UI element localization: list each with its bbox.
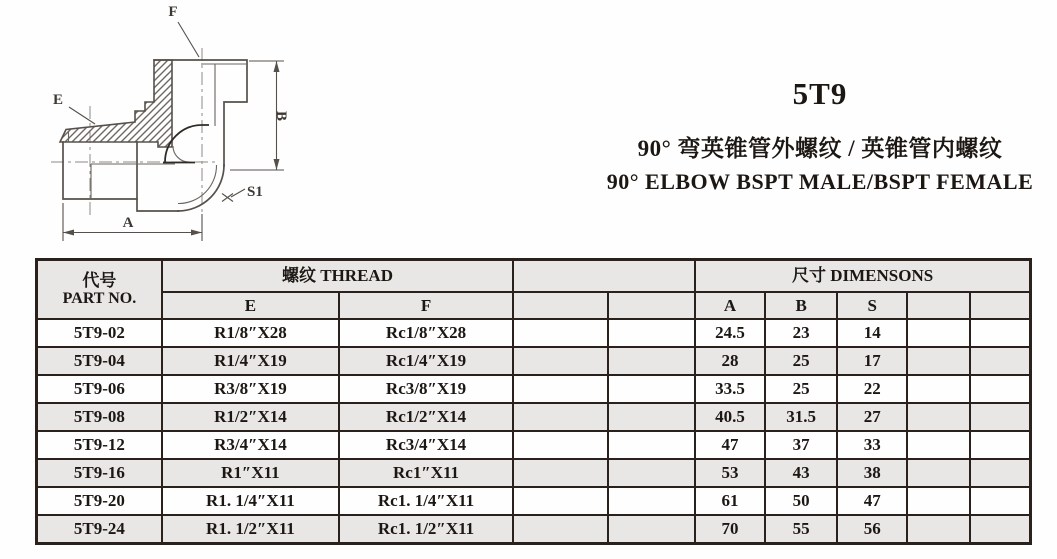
header-col-s: S (837, 292, 907, 319)
header-row-2 (37, 292, 1031, 319)
cell-part_no: 5T9-16 (37, 459, 162, 487)
leader-f (168, 4, 199, 57)
cell-blank2 (608, 459, 696, 487)
cell-s: 22 (837, 375, 907, 403)
cell-e: R1. 1/4″X11 (162, 487, 339, 515)
cell-part_no: 5T9-08 (37, 403, 162, 431)
cell-a: 53 (695, 459, 765, 487)
cell-f: Rc1″X11 (339, 459, 513, 487)
cell-f: Rc1. 1/2″X11 (339, 515, 513, 544)
cell-b: 43 (765, 459, 838, 487)
table-header (37, 260, 1031, 320)
header-col-b: B (765, 292, 838, 319)
cell-s: 14 (837, 319, 907, 347)
cell-blank3 (907, 347, 970, 375)
table-row (37, 431, 1031, 459)
cell-blank2 (608, 403, 696, 431)
header-col-f: F (339, 292, 513, 319)
label-a: A (122, 215, 134, 231)
cell-blank1 (513, 375, 608, 403)
cell-blank3 (907, 375, 970, 403)
label-e: E (52, 92, 64, 108)
cell-s: 27 (837, 403, 907, 431)
header-col-blank2 (608, 292, 696, 319)
cell-blank1 (513, 459, 608, 487)
cell-f: Rc3/4″X14 (339, 431, 513, 459)
cell-blank2 (608, 375, 696, 403)
cell-blank4 (970, 347, 1031, 375)
cell-e: R1″X11 (162, 459, 339, 487)
cell-b: 31.5 (765, 403, 838, 431)
cell-s: 56 (837, 515, 907, 544)
cell-e: R1. 1/2″X11 (162, 515, 339, 544)
cell-blank4 (970, 487, 1031, 515)
header-col-blank3 (907, 292, 970, 319)
header-part-no-en: PART NO. (62, 290, 137, 308)
technical-drawing (25, 0, 360, 255)
table-row (37, 515, 1031, 544)
leader-s1 (222, 184, 263, 202)
product-code: 5T9 (792, 76, 848, 111)
header-col-blank4 (970, 292, 1031, 319)
table-row (37, 403, 1031, 431)
cell-a: 70 (695, 515, 765, 544)
cell-blank1 (513, 487, 608, 515)
cell-part_no: 5T9-20 (37, 487, 162, 515)
cell-blank2 (608, 347, 696, 375)
cell-e: R1/2″X14 (162, 403, 339, 431)
cell-blank4 (970, 375, 1031, 403)
table-row (37, 375, 1031, 403)
cell-e: R1/4″X19 (162, 347, 339, 375)
dimension-a (63, 203, 202, 241)
table-row (37, 319, 1031, 347)
cell-part_no: 5T9-06 (37, 375, 162, 403)
cell-s: 38 (837, 459, 907, 487)
cell-a: 28 (695, 347, 765, 375)
cell-f: Rc1/4″X19 (339, 347, 513, 375)
cell-a: 47 (695, 431, 765, 459)
cell-b: 23 (765, 319, 838, 347)
header-blank-group (513, 260, 695, 293)
cell-blank3 (907, 515, 970, 544)
cell-blank2 (608, 431, 696, 459)
table-body (37, 319, 1031, 544)
cell-a: 61 (695, 487, 765, 515)
table-row (37, 459, 1031, 487)
header-col-a: A (695, 292, 765, 319)
cell-blank1 (513, 515, 608, 544)
dimension-b (230, 61, 289, 170)
cell-blank2 (608, 487, 696, 515)
cell-b: 25 (765, 375, 838, 403)
header-col-e: E (162, 292, 339, 319)
cell-blank1 (513, 403, 608, 431)
cell-a: 33.5 (695, 375, 765, 403)
table-row (37, 347, 1031, 375)
spec-table-wrap (35, 258, 1032, 545)
cell-e: R1/8″X28 (162, 319, 339, 347)
cell-blank2 (608, 319, 696, 347)
cell-a: 40.5 (695, 403, 765, 431)
cell-blank3 (907, 431, 970, 459)
header-row-1 (37, 260, 1031, 293)
cell-blank1 (513, 347, 608, 375)
label-b: B (273, 110, 289, 122)
label-f: F (168, 4, 178, 20)
cell-f: Rc1. 1/4″X11 (339, 487, 513, 515)
cell-f: Rc1/2″X14 (339, 403, 513, 431)
cell-part_no: 5T9-24 (37, 515, 162, 544)
cell-b: 25 (765, 347, 838, 375)
header-col-blank1 (513, 292, 608, 319)
header-thread: 螺纹 THREAD (162, 260, 513, 293)
cell-blank1 (513, 319, 608, 347)
cell-f: Rc1/8″X28 (339, 319, 513, 347)
elbow-fitting-drawing (25, 0, 360, 255)
cell-part_no: 5T9-02 (37, 319, 162, 347)
cell-s: 17 (837, 347, 907, 375)
label-s1: S1 (247, 184, 263, 200)
table-row (37, 487, 1031, 515)
cell-part_no: 5T9-12 (37, 431, 162, 459)
cell-blank4 (970, 403, 1031, 431)
cell-part_no: 5T9-04 (37, 347, 162, 375)
cell-blank2 (608, 515, 696, 544)
cell-b: 37 (765, 431, 838, 459)
product-title-english: 90° ELBOW BSPT MALE/BSPT FEMALE (606, 169, 1034, 194)
cell-b: 50 (765, 487, 838, 515)
cell-s: 47 (837, 487, 907, 515)
cell-f: Rc3/8″X19 (339, 375, 513, 403)
cell-blank3 (907, 487, 970, 515)
cell-blank4 (970, 515, 1031, 544)
cell-blank4 (970, 459, 1031, 487)
cell-blank1 (513, 431, 608, 459)
header-part-no-cn: 代号 (82, 270, 117, 290)
cell-e: R3/8″X19 (162, 375, 339, 403)
cell-blank3 (907, 403, 970, 431)
section-hatch (60, 60, 172, 147)
leader-e (53, 92, 95, 124)
cell-blank4 (970, 431, 1031, 459)
cell-a: 24.5 (695, 319, 765, 347)
spec-table (35, 258, 1032, 545)
cell-s: 33 (837, 431, 907, 459)
header-part-no (37, 260, 162, 320)
product-title-chinese: 90° 弯英锥管外螺纹 / 英锥管内螺纹 (637, 136, 1003, 161)
cell-e: R3/4″X14 (162, 431, 339, 459)
cell-blank3 (907, 459, 970, 487)
title-block (590, 76, 1050, 195)
cell-blank3 (907, 319, 970, 347)
cell-blank4 (970, 319, 1031, 347)
header-dimensions: 尺寸 DIMENSONS (695, 260, 1030, 293)
cell-b: 55 (765, 515, 838, 544)
